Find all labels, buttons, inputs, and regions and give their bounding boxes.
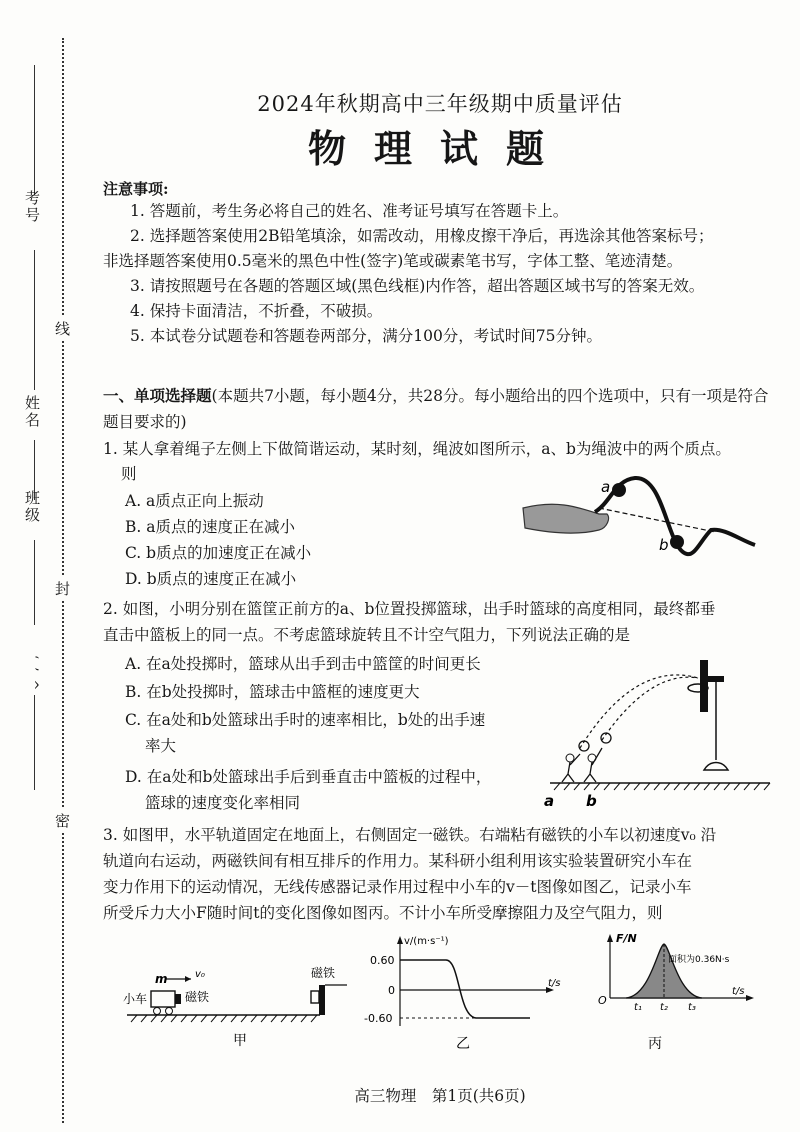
mass-label: m [155,972,168,986]
q3-stem-line3: 变力作用下的运动情况，无线传感器记录作用过程中小车的v－t图像如图乙，记录小车 [103,878,692,896]
player-a-body [562,754,580,782]
bing-xlabel: t/s [732,986,745,997]
rope-wave-figure [515,470,765,575]
caption-jia: 甲 [233,1033,247,1049]
name-underline [34,250,35,390]
q2-stem: 2. 如图，小明分别在篮筐正前方的a、b位置投掷篮球，出手时篮球的高度相同，最终都垂 [103,600,716,618]
point-b [670,535,684,549]
backboard-bracket [708,676,724,682]
page-footer: 高三物理 第1页(共6页) [354,1087,526,1105]
player-b-body [584,748,602,782]
notice-item: 非选择题答案使用0.5毫米的黑色中性(签字)笔或碳素笔书写，字体工整、笔迹清楚。 [103,252,683,270]
yi-top-tick: 0.60 [370,954,395,967]
caption-bing: 丙 [648,1036,662,1052]
class-underline [34,540,35,625]
margin-extra-mark: ‘ ’ ^ [25,655,40,693]
trajectory-b [602,677,698,740]
q1-option-b: B. a质点的速度正在减小 [125,518,295,536]
basketball-figure [540,650,775,810]
point-b-label: b [659,536,669,554]
q2-option-c: C. 在a处和b处篮球出手时的速率相比，b处的出手速 [125,711,486,729]
yi-y-arrow [397,936,403,944]
ground-hatch [554,783,770,790]
yi-ylabel: v/(m·s⁻¹) [404,936,449,947]
figure-bing-ft-graph [580,930,775,1060]
q2-stem-cont: 直击中篮板上的同一点。不考虑篮球旋转且不计空气阻力，下列说法正确的是 [103,626,631,644]
car-wheel-left [154,1008,161,1015]
trajectory-a [580,675,698,748]
yi-bottom-tick: -0.60 [364,1012,393,1025]
bing-origin: O [598,994,607,1007]
bing-t3: t₃ [688,1002,696,1013]
wall [319,985,325,1015]
pole-base [704,763,728,771]
bing-x-arrow [746,995,754,1001]
seal-top-mark: 密 [55,808,70,833]
q3-stem-line1: 3. 如图甲，水平轨道固定在地面上，右侧固定一磁铁。右端粘有磁铁的小车以初速度v₀ 沿 [103,826,717,844]
q2-option-d: D. 在a处和b处篮球出手后到垂直击中篮板的过程中， [125,768,492,786]
bing-y-arrow [607,934,613,942]
q2-option-b: B. 在b处投掷时，篮球击中篮框的速度更大 [125,683,420,701]
q3-stem-line4: 所受斥力大小F随时间t的变化图像如图丙。不计小车所受摩擦阻力及空气阻力，则 [103,904,663,922]
figure-jia [115,945,355,1055]
q1-option-a: A. a质点正向上振动 [125,492,264,510]
rope-equilibrium-dashed [599,508,715,532]
player-a-head [566,754,574,762]
yi-zero-tick: 0 [388,984,395,997]
exam-number-label: 考号 [23,190,41,224]
position-a-label: a [544,792,555,810]
q3-stem-line2: 轨道向右运动，两磁铁间有相互排斥的作用力。某科研小组利用该实验装置研究小车在 [103,852,693,870]
section-description: (本题共7小题，每小题4分，共28分。每小题给出的四个选项中，只有一项是符合题目要求的) [103,387,769,431]
hand-icon [523,504,609,533]
velocity-label: v₀ [195,969,205,980]
notice-item: 4. 保持卡面清洁，不折叠，不破损。 [130,302,383,320]
name-label: 姓名 [23,395,41,429]
q1-stem: 1. 某人拿着绳子左侧上下做简谐运动，某时刻，绳波如图所示，a、b为绳波中的两个质点。 [103,440,731,458]
q1-option-c: C. b质点的加速度正在减小 [125,544,312,562]
exam-title: 物理试题 [307,126,572,171]
seal-line-mark: 线 [55,316,70,341]
exam-number-underline [34,65,35,195]
bing-t2: t₂ [660,1002,668,1013]
q2-option-d-cont: 篮球的速度变化率相同 [145,794,301,812]
q1-option-d: D. b质点的速度正在减小 [125,570,297,588]
q2-option-a: A. 在a处投掷时，篮球从出手到击中篮筐的时间更长 [125,655,481,673]
caption-yi: 乙 [456,1036,470,1052]
car-wheel-right [166,1008,173,1015]
notice-item: 2. 选择题答案使用2B铅笔填涂，如需改动，用橡皮擦干净后，再选涂其他答案标号； [130,227,714,245]
extra-underline [34,695,35,790]
wall-magnet-label: 磁铁 [311,966,336,980]
wall-magnet [311,991,319,1003]
q1-stem-cont: 则 [121,465,137,483]
velocity-arrowhead [185,976,191,982]
yi-xlabel: t/s [548,978,561,989]
seal-mid-mark: 封 [55,576,70,601]
q2-option-c-cont: 率大 [145,737,177,755]
notice-heading: 注意事项: [103,180,169,198]
point-a-label: a [601,478,611,496]
exam-subtitle: 2024年秋期高中三年级期中质量评估 [257,92,623,116]
section-title: 一、单项选择题 [103,386,212,405]
bing-area-annotation: 面积为0.36N·s [668,955,730,965]
point-a [612,483,626,497]
yi-velocity-curve [400,960,530,1018]
notice-item: 1. 答题前，考生务必将自己的姓名、准考证号填写在答题卡上。 [130,202,569,220]
class-label: 班级 [23,490,41,524]
figure-yi-vt-graph [360,930,575,1060]
car-body [151,991,175,1007]
notice-item: 5. 本试卷分试题卷和答题卷两部分，满分100分，考试时间75分钟。 [130,327,603,345]
track-hatch [131,1015,317,1022]
section-heading [103,383,783,435]
car-label: 小车 [123,992,148,1006]
position-b-label: b [586,792,597,810]
car-magnet [175,994,181,1004]
bing-t1: t₁ [634,1002,642,1013]
bing-ylabel: F/N [616,932,637,945]
notice-item: 3. 请按照题号在各题的答题区域(黑色线框)内作答，超出答题区域书写的答案无效。 [130,277,705,295]
car-magnet-label: 磁铁 [185,990,210,1004]
